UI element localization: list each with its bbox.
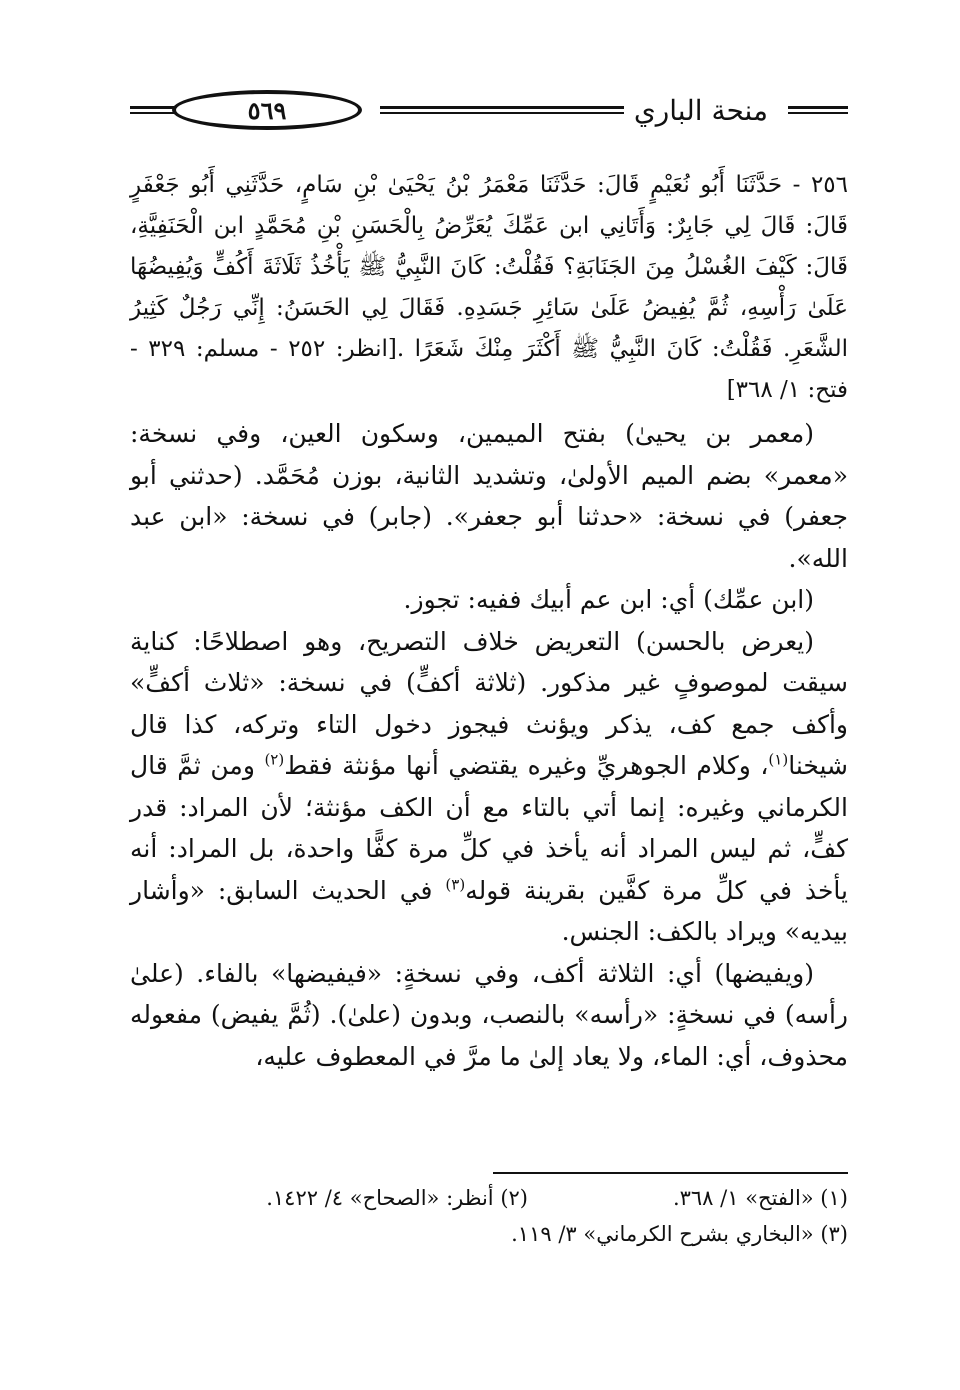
footnote-row	[130, 1216, 848, 1252]
page-number: ٥٦٩	[247, 95, 287, 125]
footnote-2: (٢) أنظر: «الصحاح» ٤/ ١٤٢٢.	[266, 1186, 528, 1210]
footnote-1: (١) «الفتح» ١/ ٣٦٨.	[672, 1186, 848, 1210]
commentary-paragraph-4: (ويفيضها) أي: الثلاثة أكف، وفي نسخةٍ: «فيفيضها» بالفاء. (علىٰ رأسه) في نسخةٍ: «رأسه» بالنصب، وبدون (علىٰ). (ثُمَّ يفيض) مفعوله محذوف، أي: الماء، ولا يعاد إلىٰ ما مرَّ في المعطوف عليه،	[130, 958, 848, 1071]
footnote-ref-2[interactable]: (٢)	[264, 750, 285, 769]
footnotes	[130, 1180, 848, 1252]
book-title: منحة الباري	[624, 94, 778, 127]
footnote-separator	[493, 1172, 848, 1174]
commentary-text: ومن ثمَّ قال الكرماني وغيره: إنما أتي بالتاء مع أن الكف مؤنثة؛ لأن المراد: قدر كفٍّ، ثم ليس المراد أنه يأخذ في كلِّ مرة كفًّا واحدة، بل المراد: أنه يأخذ في كلِّ مرة كفَّين بقرينة قوله	[130, 751, 848, 905]
page-number-oval	[172, 90, 362, 130]
commentary-text: في الحديث السابق: «وأشار بيديه» ويراد بالكف: الجنس.	[130, 875, 848, 946]
footnote-3: (٣) «البخاري بشرح الكرماني» ٣/ ١١٩.	[511, 1222, 848, 1246]
footnote-ref-1[interactable]: (١)	[768, 750, 789, 769]
commentary-paragraph-2: (ابن عمِّك) أي: ابن عم أبيك ففيه: تجوز.	[403, 585, 814, 614]
header-rule-right	[788, 106, 848, 116]
commentary-text: (يعرض بالحسن) التعريض خلاف التصريح، وهو اصطلاحًا: كناية سيقت لموصوفٍ غير مذكور. (ثلاثة أكفٍّ) في نسخة: «ثلاث أكفٍّ» وأكف جمع كف، يذكر ويؤنث فيجوز دخول التاء وتركه، كذا قال شيخنا	[130, 626, 848, 780]
main-text	[130, 165, 848, 1077]
commentary-paragraph-1: (معمر بن يحيىٰ) بفتح الميمين، وسكون العين، وفي نسخة: «معمر» بضم الميم الأولىٰ، وتشديد الثانية، بوزن مُحَمَّد. (حدثني أبو جعفر) في نسخة: «حدثنا أبو جعفر». (جابر) في نسخة: «ابن عبد الله».	[130, 419, 848, 573]
hadith-text: ٢٥٦ - حَدَّثَنَا أَبُو نُعَيْمٍ قَالَ: حَدَّثَنَا مَعْمَرُ بْنُ يَحْيَىٰ بْنِ سَامٍ، حَدَّثَنِي أَبُو جَعْفَرٍ قَالَ: قَالَ لِي جَابِرٌ: وَأَتَانِي ابن عَمِّكَ يُعَرِّضُ بِالْحَسَنِ بْنِ مُحَمَّدٍ ابن الْحَنَفِيَّةِ، قَالَ: كَيْفَ الغُسْلُ مِنَ الجَنَابَةِ؟ فَقُلْتُ: كَانَ النَّبِيُّ ﷺ يَأْخُذُ ثَلَاثَةَ أَكُفٍّ وَيُفِيضُهَا عَلَىٰ رَأْسِهِ، ثُمَّ يُفِيضُ عَلَىٰ سَائِرِ جَسَدِهِ. فَقَالَ لِي الحَسَنُ: إِنِّي رَجُلٌ كَثِيرُ الشَّعَرِ. فَقُلْتُ: كَانَ النَّبِيُّ ﷺ أَكْثَرَ مِنْكَ شَعَرًا .[انظر: ٢٥٢ - مسلم: ٣٢٩ - فتح: ١/ ٣٦٨]	[130, 172, 848, 403]
page-header	[130, 86, 848, 136]
commentary-text: ، وكلام الجوهريِّ وغيره يقتضي أنها مؤنثة فقط	[284, 751, 769, 780]
footnote-ref-3[interactable]: (٣)	[445, 875, 466, 894]
commentary-paragraph-3	[130, 621, 848, 953]
commentary	[130, 413, 848, 1077]
footnote-row	[130, 1180, 848, 1216]
